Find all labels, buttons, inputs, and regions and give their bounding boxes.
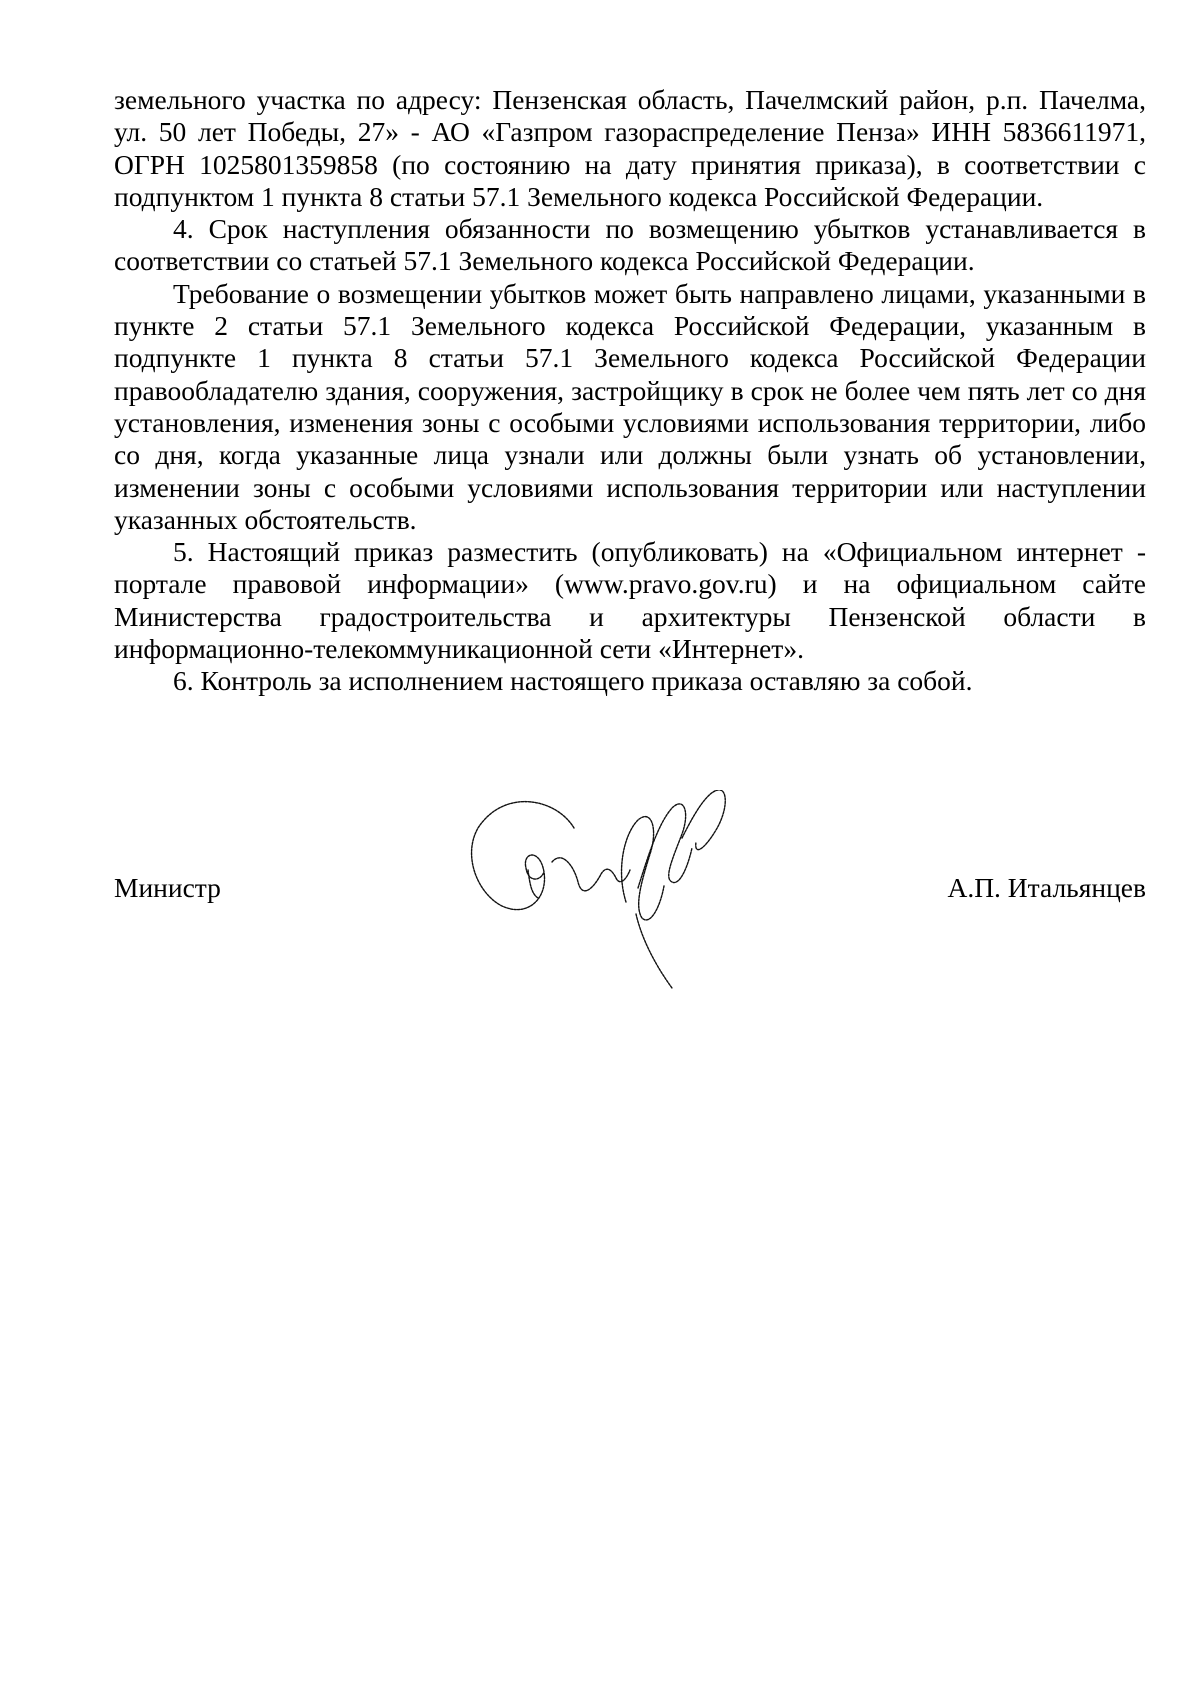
paragraph-address-continuation: земельного участка по адресу: Пензенская область, Пачелмский район, р.п. Пачелма, ул. 50 лет Победы, 27» - АО «Газпром газораспределение Пенза» ИНН 5836611971, ОГРН 1025801359858 (по состоянию на дату принятия приказа), в соответствии с подпунктом 1 пункта 8 статьи 57.1 Земельного кодекса Российской Федерации. xyxy=(114,84,1146,212)
document-body xyxy=(114,84,1146,698)
paragraph-compensation-claim: Требование о возмещении убытков может быть направлено лицами, указанными в пункте 2 статьи 57.1 Земельного кодекса Российской Федерации, указанным в подпункте 1 пункта 8 статьи 57.1 Земельного кодекса Российской Федерации правообладателю здания, сооружения, застройщику в срок не более чем пять лет со дня установления, изменения зоны с особыми условиями использования территории, либо со дня, когда указанные лица узнали или должны были узнать об установлении, изменении зоны с особыми условиями использования территории или наступлении указанных обстоятельств. xyxy=(114,277,1146,535)
paragraph-item-5: 5. Настоящий приказ разместить (опубликовать) на «Официальном интернет - портале правовой информации» (www.pravo.gov.ru) и на официальном сайте Министерства градостроительства и архитектуры Пензенской области в информационно-телекоммуникационной сети «Интернет». xyxy=(114,536,1146,665)
signature-block xyxy=(114,790,1146,990)
signatory-title: Министр xyxy=(114,872,221,903)
paragraph-item-6: 6. Контроль за исполнением настоящего приказа оставляю за собой. xyxy=(173,665,973,697)
paragraph-item-4: 4. Срок наступления обязанности по возмещению убытков устанавливается в соответствии со статьей 57.1 Земельного кодекса Российской Федерации. xyxy=(114,213,1146,277)
signatory-name: А.П. Итальянцев xyxy=(947,872,1146,903)
handwritten-signature xyxy=(466,790,731,990)
